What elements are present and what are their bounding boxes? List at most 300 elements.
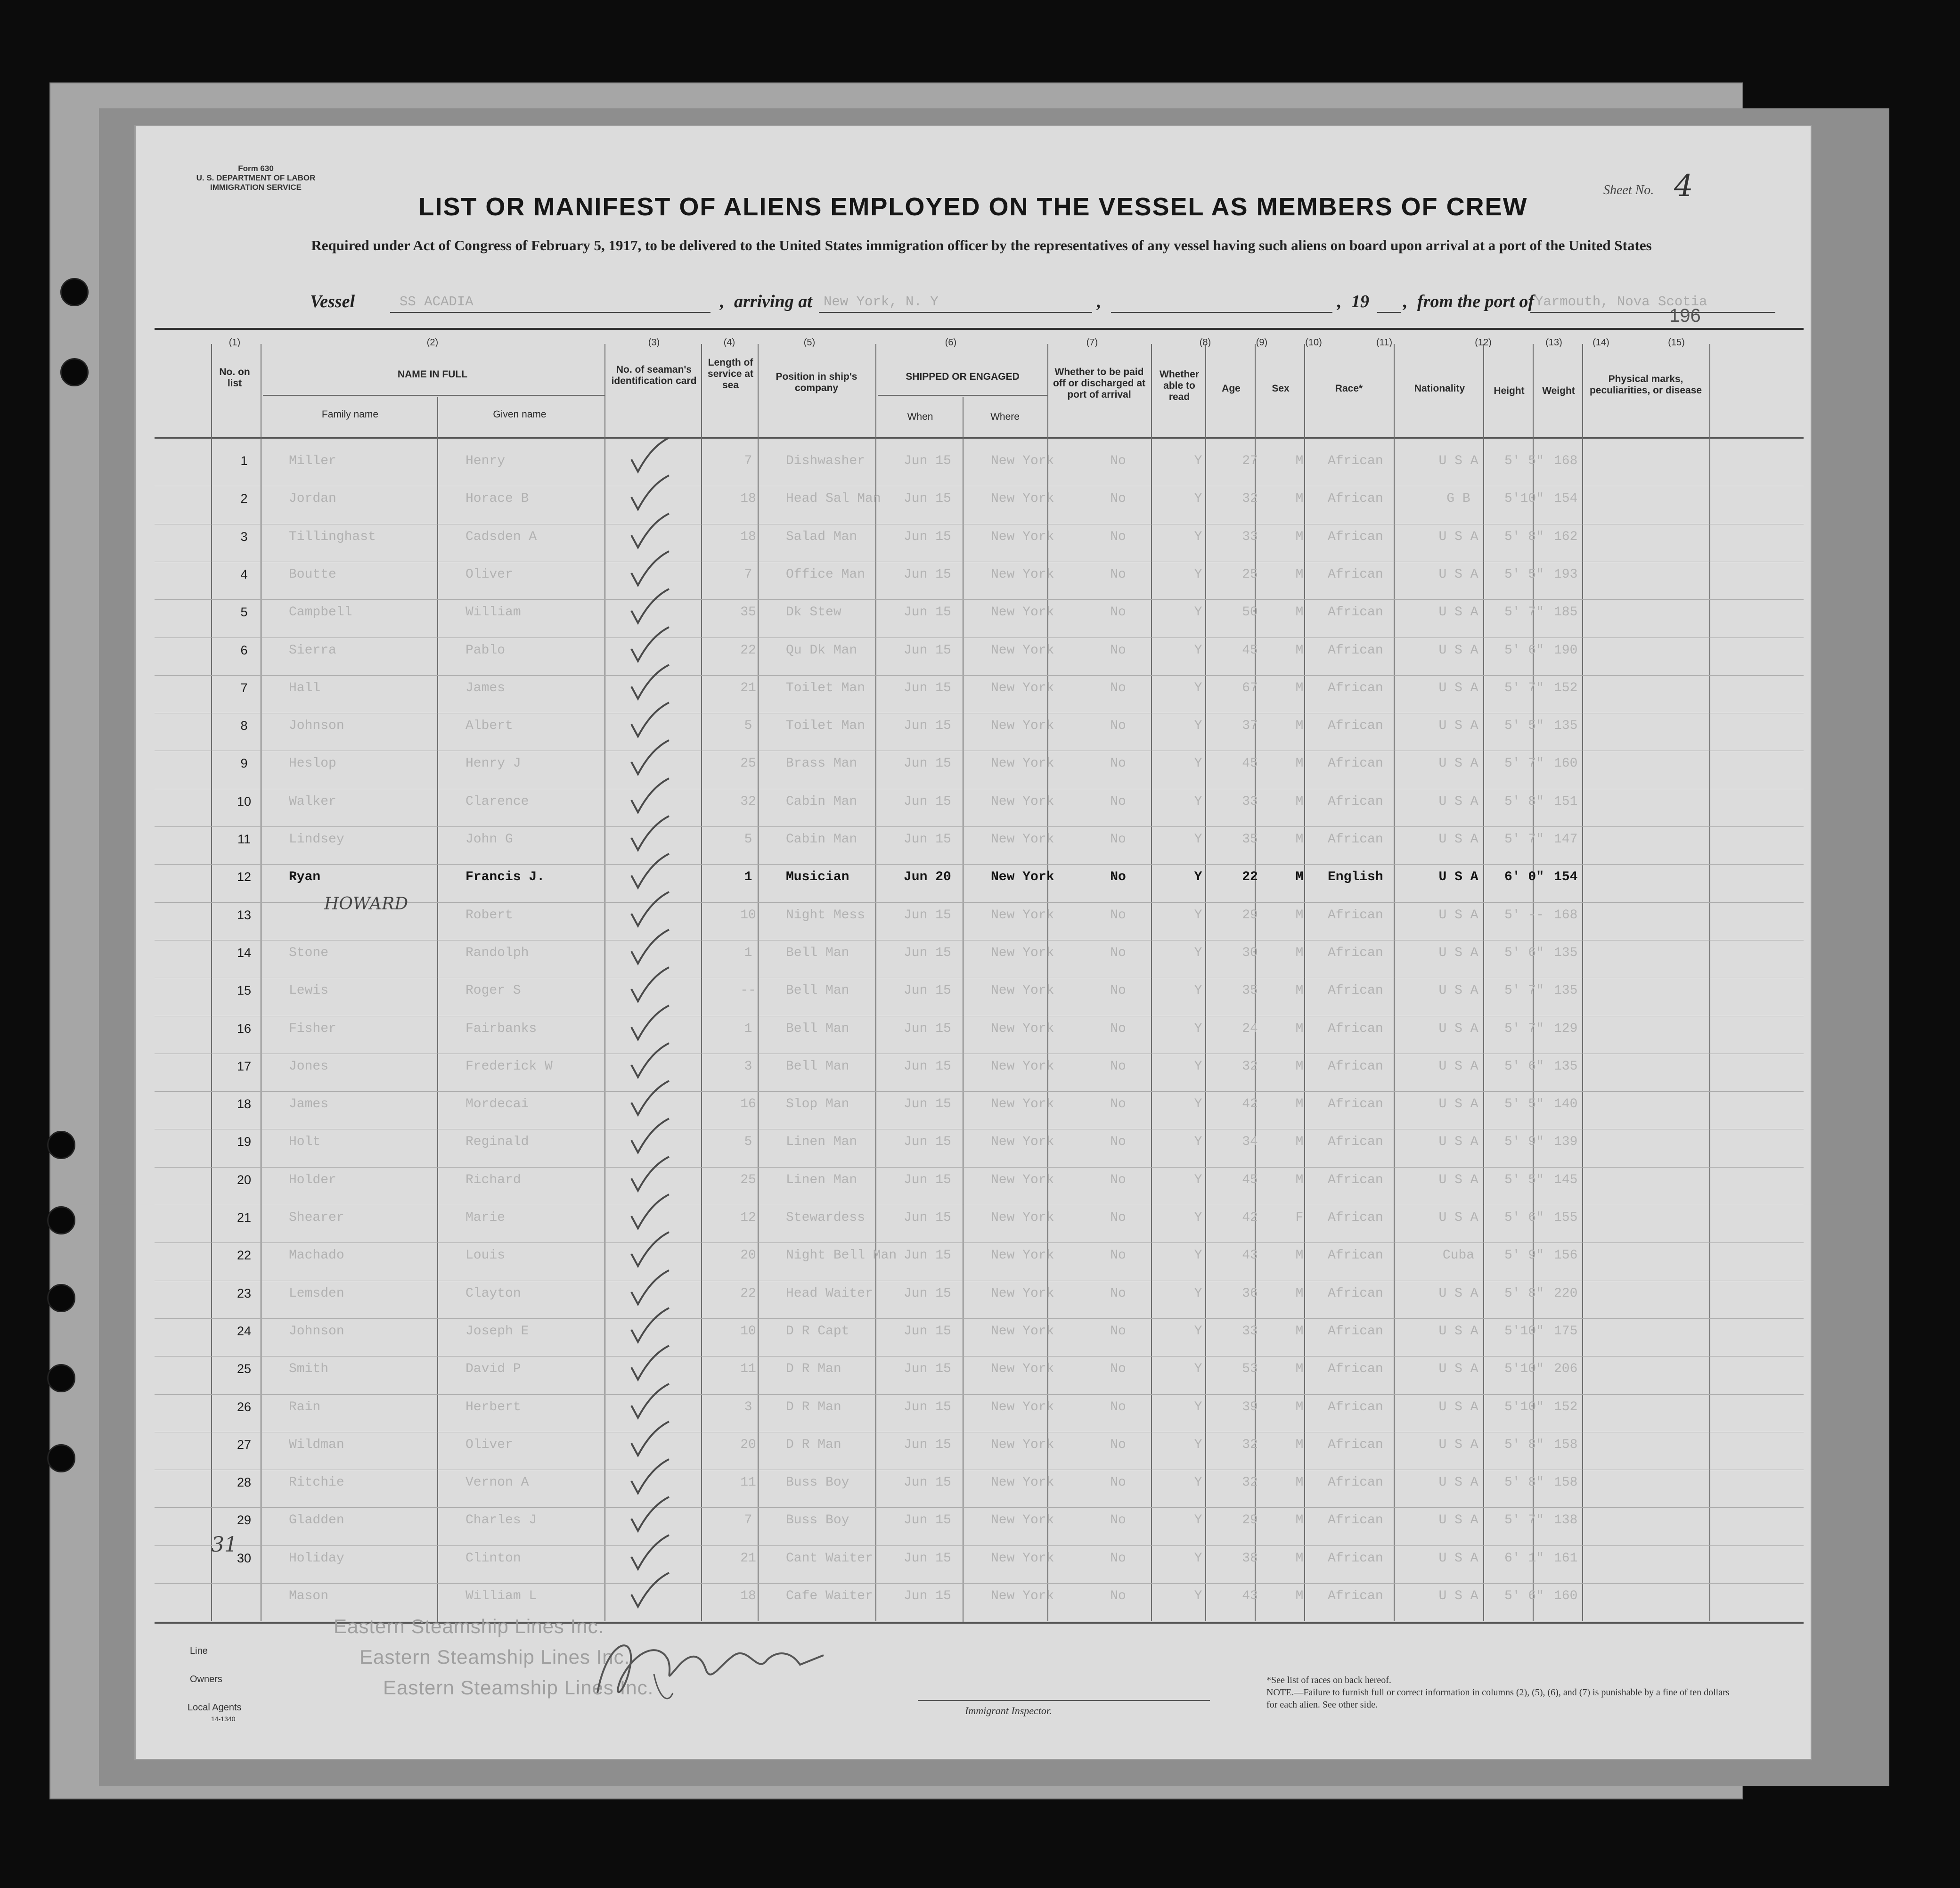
check-mark-icon bbox=[626, 625, 673, 663]
table-row bbox=[155, 525, 1804, 562]
cell-when: Jun 15 bbox=[904, 491, 951, 507]
cell-read: Y bbox=[1194, 1059, 1202, 1074]
header-when: When bbox=[907, 411, 933, 422]
cell-age: 24 bbox=[1242, 1021, 1258, 1036]
table-row bbox=[155, 1206, 1804, 1242]
cell-nat: U S A bbox=[1438, 1513, 1478, 1528]
cell-family: Walker bbox=[289, 794, 336, 809]
cell-age: 22 bbox=[1242, 870, 1258, 885]
cell-paid: No bbox=[1110, 567, 1126, 582]
cell-service: 3 bbox=[744, 1059, 752, 1074]
cell-paid: No bbox=[1110, 719, 1126, 734]
cell-when: Jun 15 bbox=[904, 567, 951, 582]
table-row bbox=[155, 1243, 1804, 1280]
cell-where: New York bbox=[991, 1097, 1054, 1112]
cell-sex: F bbox=[1295, 1210, 1304, 1225]
cell-read: Y bbox=[1194, 1399, 1202, 1414]
check-mark-icon bbox=[626, 1571, 673, 1609]
cell-where: New York bbox=[991, 1475, 1054, 1490]
cell-weight: 175 bbox=[1554, 1324, 1578, 1339]
cell-sex: M bbox=[1295, 1551, 1304, 1566]
cell-weight: 190 bbox=[1554, 643, 1578, 658]
agents-stamp: Eastern Steamship Lines Inc. bbox=[383, 1676, 654, 1699]
cell-race: African bbox=[1328, 1210, 1383, 1225]
cell-height: 5' 7" bbox=[1504, 1513, 1544, 1528]
cell-read: Y bbox=[1194, 945, 1202, 960]
cell-service: 1 bbox=[744, 945, 752, 960]
table-row bbox=[155, 1130, 1804, 1167]
cell-paid: No bbox=[1110, 1286, 1126, 1301]
cell-when: Jun 15 bbox=[904, 1059, 951, 1074]
cell-nat: U S A bbox=[1438, 567, 1478, 582]
cell-weight: 206 bbox=[1554, 1362, 1578, 1377]
cell-read: Y bbox=[1194, 1589, 1202, 1603]
cell-family: Ryan bbox=[289, 870, 321, 885]
cell-family: Mason bbox=[289, 1589, 329, 1603]
cell-service: 5 bbox=[744, 832, 752, 847]
cell-read: Y bbox=[1194, 1324, 1202, 1339]
column-number: (13) bbox=[1545, 337, 1562, 348]
cell-age: 43 bbox=[1242, 1248, 1258, 1263]
cell-where: New York bbox=[991, 529, 1054, 544]
cell-paid: No bbox=[1110, 907, 1126, 923]
cell-position: Head Sal Man bbox=[786, 491, 881, 507]
cell-nat: U S A bbox=[1438, 529, 1478, 544]
cell-paid: No bbox=[1110, 1362, 1126, 1377]
cell-race: African bbox=[1328, 756, 1383, 771]
cell-height: 5' 8" bbox=[1504, 1475, 1544, 1490]
cell-age: 34 bbox=[1242, 1135, 1258, 1150]
cell-weight: 220 bbox=[1554, 1286, 1578, 1301]
cell-height: 5' 6" bbox=[1504, 945, 1544, 960]
table-row bbox=[155, 638, 1804, 675]
cell-where: New York bbox=[991, 907, 1054, 923]
cell-family: Holt bbox=[289, 1135, 321, 1150]
cell-given: Albert bbox=[466, 719, 513, 734]
cell-race: English bbox=[1328, 870, 1383, 885]
header-paid-off: Whether to be paid off or discharged at port of arrival bbox=[1053, 367, 1146, 400]
column-number: (7) bbox=[1086, 337, 1098, 348]
cell-race: African bbox=[1328, 1362, 1383, 1377]
cell-given: Richard bbox=[466, 1172, 521, 1187]
cell-given: Reginald bbox=[466, 1135, 529, 1150]
cell-position: Linen Man bbox=[786, 1135, 858, 1150]
cell-age: 42 bbox=[1242, 1097, 1258, 1112]
cell-no: 2 bbox=[240, 491, 248, 506]
cell-family: Wildman bbox=[289, 1437, 344, 1452]
vessel-label: Vessel bbox=[310, 292, 355, 311]
inspector-signature-line bbox=[918, 1700, 1210, 1701]
cell-where: New York bbox=[991, 983, 1054, 998]
cell-where: New York bbox=[991, 794, 1054, 809]
cell-no: 25 bbox=[237, 1362, 252, 1376]
cell-nat: U S A bbox=[1438, 1210, 1478, 1225]
cell-weight: 135 bbox=[1554, 945, 1578, 960]
cell-paid: No bbox=[1110, 1551, 1126, 1566]
binder-hole bbox=[47, 1131, 75, 1159]
cell-height: 5' 6" bbox=[1504, 643, 1544, 658]
cell-read: Y bbox=[1194, 1135, 1202, 1150]
header-length-service: Length of service at sea bbox=[708, 357, 753, 391]
cell-height: 6' 1" bbox=[1504, 1551, 1544, 1566]
cell-given: Clarence bbox=[466, 794, 529, 809]
local-agents-label: Local Agents bbox=[188, 1702, 242, 1713]
table-row bbox=[155, 676, 1804, 713]
cell-sex: M bbox=[1295, 529, 1304, 544]
cell-race: African bbox=[1328, 983, 1383, 998]
cell-where: New York bbox=[991, 1551, 1054, 1566]
page-subtitle: Required under Act of Congress of February 5, 1917, to be delivered to the United States immigration officer by the representatives of any vessel having such aliens on board upon arrival at a port of the United States bbox=[311, 237, 1652, 253]
cell-given: Fairbanks bbox=[466, 1021, 537, 1036]
cell-race: African bbox=[1328, 1286, 1383, 1301]
cell-race: African bbox=[1328, 680, 1383, 695]
cell-family: Johnson bbox=[289, 719, 344, 734]
cell-family: Miller bbox=[289, 454, 336, 468]
check-mark-icon bbox=[626, 1004, 673, 1041]
cell-race: African bbox=[1328, 1513, 1383, 1528]
cell-when: Jun 15 bbox=[904, 1324, 951, 1339]
cell-service: 3 bbox=[744, 1399, 752, 1414]
cell-weight: 185 bbox=[1554, 605, 1578, 620]
cell-sex: M bbox=[1295, 756, 1304, 771]
check-mark-icon bbox=[626, 1495, 673, 1533]
cell-when: Jun 15 bbox=[904, 1135, 951, 1150]
cell-nat: U S A bbox=[1438, 870, 1478, 885]
table-row bbox=[155, 1508, 1804, 1545]
header-given-name: Given name bbox=[493, 409, 547, 420]
cell-no: 7 bbox=[240, 680, 248, 695]
cell-where: New York bbox=[991, 491, 1054, 507]
cell-sex: M bbox=[1295, 567, 1304, 582]
cell-given: James bbox=[466, 680, 506, 695]
header-physical-marks: Physical marks, peculiarities, or disease bbox=[1589, 374, 1702, 396]
cell-given: Herbert bbox=[466, 1399, 521, 1414]
form-identifier bbox=[185, 164, 327, 192]
sheet-number-value: 4 bbox=[1674, 169, 1693, 204]
cell-service: 16 bbox=[740, 1097, 756, 1112]
form-number: Form 630 bbox=[238, 164, 274, 173]
cell-nat: U S A bbox=[1438, 1589, 1478, 1603]
cell-given: David P bbox=[466, 1362, 521, 1377]
cell-paid: No bbox=[1110, 983, 1126, 998]
cell-position: Slop Man bbox=[786, 1097, 849, 1112]
cell-read: Y bbox=[1194, 1172, 1202, 1187]
cell-where: New York bbox=[991, 945, 1054, 960]
cell-weight: 138 bbox=[1554, 1513, 1578, 1528]
cell-paid: No bbox=[1110, 1399, 1126, 1414]
cell-no: 19 bbox=[237, 1135, 252, 1149]
check-mark-icon bbox=[626, 1344, 673, 1381]
cell-height: 5' 7" bbox=[1504, 680, 1544, 695]
cell-weight: 135 bbox=[1554, 983, 1578, 998]
inspector-signature bbox=[579, 1622, 842, 1712]
cell-weight: 158 bbox=[1554, 1437, 1578, 1452]
owners-label: Owners bbox=[190, 1674, 222, 1684]
cell-when: Jun 15 bbox=[904, 983, 951, 998]
cell-nat: U S A bbox=[1438, 719, 1478, 734]
cell-service: 22 bbox=[740, 643, 756, 658]
column-number: (6) bbox=[945, 337, 957, 348]
cell-race: African bbox=[1328, 1324, 1383, 1339]
cell-paid: No bbox=[1110, 1210, 1126, 1225]
column-number: (5) bbox=[803, 337, 816, 348]
cell-position: Bell Man bbox=[786, 983, 849, 998]
cell-nat: U S A bbox=[1438, 1021, 1478, 1036]
table-row bbox=[155, 1546, 1804, 1583]
cell-nat: U S A bbox=[1438, 643, 1478, 658]
cell-given: Clayton bbox=[466, 1286, 521, 1301]
cell-given: William bbox=[466, 605, 521, 620]
cell-position: D R Man bbox=[786, 1437, 841, 1452]
cell-age: 35 bbox=[1242, 832, 1258, 847]
inspector-label: Immigrant Inspector. bbox=[965, 1705, 1052, 1716]
cell-given: Henry J bbox=[466, 756, 521, 771]
cell-where: New York bbox=[991, 643, 1054, 658]
cell-age: 25 bbox=[1242, 567, 1258, 582]
cell-position: Cafe Waiter bbox=[786, 1589, 873, 1603]
cell-race: African bbox=[1328, 1589, 1383, 1603]
cell-sex: M bbox=[1295, 1589, 1304, 1603]
cell-read: Y bbox=[1194, 1286, 1202, 1301]
cell-sex: M bbox=[1295, 832, 1304, 847]
table-row bbox=[155, 827, 1804, 864]
header-top-border bbox=[155, 328, 1804, 330]
check-mark-icon bbox=[626, 1193, 673, 1230]
cell-family: Ritchie bbox=[289, 1475, 344, 1490]
cell-service: 35 bbox=[740, 605, 756, 620]
cell-nat: G B bbox=[1446, 491, 1470, 507]
cell-height: 5' 7" bbox=[1504, 983, 1544, 998]
cell-age: 29 bbox=[1242, 1513, 1258, 1528]
cell-given: Francis J. bbox=[466, 870, 545, 885]
cell-weight: 135 bbox=[1554, 719, 1578, 734]
check-mark-icon bbox=[626, 852, 673, 890]
cell-height: 5' 5" bbox=[1504, 1172, 1544, 1187]
cell-age: 67 bbox=[1242, 680, 1258, 695]
cell-weight: 155 bbox=[1554, 1210, 1578, 1225]
cell-race: African bbox=[1328, 491, 1383, 507]
cell-nat: U S A bbox=[1438, 1172, 1478, 1187]
sheet-number-label: Sheet No. bbox=[1603, 183, 1654, 197]
cell-given: Marie bbox=[466, 1210, 506, 1225]
header-weight: Weight bbox=[1542, 385, 1575, 396]
cell-age: 53 bbox=[1242, 1362, 1258, 1377]
cell-age: 37 bbox=[1242, 719, 1258, 734]
cell-service: 11 bbox=[740, 1362, 756, 1377]
cell-paid: No bbox=[1110, 1324, 1126, 1339]
cell-sex: M bbox=[1295, 1021, 1304, 1036]
cell-read: Y bbox=[1194, 529, 1202, 544]
cell-service: 18 bbox=[740, 529, 756, 544]
cell-no: 5 bbox=[240, 605, 248, 620]
cell-paid: No bbox=[1110, 529, 1126, 544]
cell-sex: M bbox=[1295, 794, 1304, 809]
header-no-on-list: No. on list bbox=[219, 367, 250, 389]
table-row bbox=[155, 1282, 1804, 1318]
cell-sex: M bbox=[1295, 680, 1304, 695]
cell-no: 1 bbox=[240, 454, 248, 468]
header-age: Age bbox=[1222, 383, 1241, 394]
cell-given: Oliver bbox=[466, 1437, 513, 1452]
cell-service: 7 bbox=[744, 567, 752, 582]
cell-where: New York bbox=[991, 1362, 1054, 1377]
cell-paid: No bbox=[1110, 1437, 1126, 1452]
cell-height: 5' 7" bbox=[1504, 605, 1544, 620]
cell-race: African bbox=[1328, 1248, 1383, 1263]
cell-weight: 139 bbox=[1554, 1135, 1578, 1150]
cell-nat: U S A bbox=[1438, 983, 1478, 998]
cell-paid: No bbox=[1110, 870, 1126, 885]
cell-sex: M bbox=[1295, 1362, 1304, 1377]
footnote bbox=[1266, 1674, 1733, 1711]
cell-when: Jun 15 bbox=[904, 1286, 951, 1301]
check-mark-icon bbox=[626, 663, 673, 701]
cell-family: Jones bbox=[289, 1059, 329, 1074]
check-mark-icon bbox=[626, 549, 673, 587]
cell-sex: M bbox=[1295, 1097, 1304, 1112]
cell-family: Holder bbox=[289, 1172, 336, 1187]
cell-sex: M bbox=[1295, 945, 1304, 960]
check-mark-icon bbox=[626, 965, 673, 1003]
cell-given: Joseph E bbox=[466, 1324, 529, 1339]
check-mark-icon bbox=[626, 1268, 673, 1306]
cell-nat: U S A bbox=[1438, 832, 1478, 847]
cell-given: Robert bbox=[466, 907, 513, 923]
cell-service: 21 bbox=[740, 680, 756, 695]
cell-sex: M bbox=[1295, 1135, 1304, 1150]
cell-age: 39 bbox=[1242, 1399, 1258, 1414]
cell-paid: No bbox=[1110, 794, 1126, 809]
cell-when: Jun 15 bbox=[904, 643, 951, 658]
cell-service: -- bbox=[740, 983, 756, 998]
cell-nat: U S A bbox=[1438, 605, 1478, 620]
cell-nat: U S A bbox=[1438, 907, 1478, 923]
cell-no: 9 bbox=[240, 756, 248, 771]
department-name: U. S. DEPARTMENT OF LABOR bbox=[196, 173, 316, 182]
column-number: (1) bbox=[229, 337, 241, 348]
cell-sex: M bbox=[1295, 1437, 1304, 1452]
cell-when: Jun 15 bbox=[904, 454, 951, 468]
cell-service: 25 bbox=[740, 1172, 756, 1187]
binder-hole bbox=[47, 1206, 75, 1234]
cell-position: Salad Man bbox=[786, 529, 858, 544]
cell-race: African bbox=[1328, 719, 1383, 734]
cell-service: 10 bbox=[740, 1324, 756, 1339]
cell-race: African bbox=[1328, 454, 1383, 468]
cell-sex: M bbox=[1295, 1172, 1304, 1187]
cell-sex: M bbox=[1295, 719, 1304, 734]
cell-read: Y bbox=[1194, 567, 1202, 582]
cell-race: African bbox=[1328, 1399, 1383, 1414]
cell-where: New York bbox=[991, 1286, 1054, 1301]
header-name-in-full: NAME IN FULL bbox=[397, 369, 468, 380]
check-mark-icon bbox=[626, 1155, 673, 1193]
cell-nat: U S A bbox=[1438, 454, 1478, 468]
table-row bbox=[155, 1433, 1804, 1470]
table-row bbox=[155, 941, 1804, 978]
cell-no: 20 bbox=[237, 1172, 252, 1187]
cell-service: 5 bbox=[744, 719, 752, 734]
check-mark-icon bbox=[626, 1420, 673, 1457]
cell-paid: No bbox=[1110, 1172, 1126, 1187]
cell-paid: No bbox=[1110, 454, 1126, 468]
cell-position: Buss Boy bbox=[786, 1513, 849, 1528]
cell-age: 32 bbox=[1242, 1475, 1258, 1490]
check-mark-icon bbox=[626, 1230, 673, 1268]
cell-race: African bbox=[1328, 643, 1383, 658]
cell-height: 5' 5" bbox=[1504, 719, 1544, 734]
cell-height: 5' 5" bbox=[1504, 567, 1544, 582]
handwritten-howard: HOWARD bbox=[324, 894, 408, 914]
cell-family: Gladden bbox=[289, 1513, 344, 1528]
cell-position: Bell Man bbox=[786, 1021, 849, 1036]
cell-position: Musician bbox=[786, 870, 849, 885]
cell-read: Y bbox=[1194, 907, 1202, 923]
cell-race: African bbox=[1328, 832, 1383, 847]
cell-no: 13 bbox=[237, 907, 252, 922]
cell-weight: 160 bbox=[1554, 1589, 1578, 1603]
cell-where: New York bbox=[991, 1513, 1054, 1528]
cell-no: 18 bbox=[237, 1097, 252, 1112]
cell-family: Machado bbox=[289, 1248, 344, 1263]
cell-read: Y bbox=[1194, 1551, 1202, 1566]
cell-nat: U S A bbox=[1438, 945, 1478, 960]
cell-race: African bbox=[1328, 1135, 1383, 1150]
cell-where: New York bbox=[991, 1021, 1054, 1036]
cell-position: Bell Man bbox=[786, 1059, 849, 1074]
cell-position: D R Man bbox=[786, 1399, 841, 1414]
cell-read: Y bbox=[1194, 1437, 1202, 1452]
column-number: (10) bbox=[1305, 337, 1322, 348]
column-number: (12) bbox=[1475, 337, 1492, 348]
cell-age: 35 bbox=[1242, 983, 1258, 998]
cell-family: Smith bbox=[289, 1362, 329, 1377]
binder-hole bbox=[60, 278, 89, 306]
cell-no: 26 bbox=[237, 1399, 252, 1414]
cell-height: 5' 9" bbox=[1504, 1248, 1544, 1263]
cell-read: Y bbox=[1194, 870, 1202, 885]
cell-position: Linen Man bbox=[786, 1172, 858, 1187]
cell-paid: No bbox=[1110, 643, 1126, 658]
cell-family: Stone bbox=[289, 945, 329, 960]
cell-position: Buss Boy bbox=[786, 1475, 849, 1490]
cell-given: Frederick W bbox=[466, 1059, 553, 1074]
cell-position: Dishwasher bbox=[786, 454, 866, 468]
cell-given: Henry bbox=[466, 454, 506, 468]
table-row bbox=[155, 1017, 1804, 1054]
cell-given: Roger S bbox=[466, 983, 521, 998]
cell-when: Jun 15 bbox=[904, 529, 951, 544]
header-bottom-border bbox=[155, 437, 1804, 439]
binder-hole bbox=[47, 1444, 75, 1472]
table-row bbox=[155, 1471, 1804, 1507]
cell-nat: U S A bbox=[1438, 1475, 1478, 1490]
header-family-name: Family name bbox=[321, 409, 379, 420]
header-sex: Sex bbox=[1272, 383, 1290, 394]
cell-when: Jun 15 bbox=[904, 1551, 951, 1566]
cell-weight: 168 bbox=[1554, 907, 1578, 923]
cell-no: 30 bbox=[237, 1551, 252, 1565]
cell-when: Jun 15 bbox=[904, 1248, 951, 1263]
cell-no: 28 bbox=[237, 1475, 252, 1490]
cell-weight: 154 bbox=[1554, 870, 1578, 885]
cell-sex: M bbox=[1295, 1475, 1304, 1490]
cell-sex: M bbox=[1295, 605, 1304, 620]
cell-no: 15 bbox=[237, 983, 252, 998]
cell-age: 27 bbox=[1242, 454, 1258, 468]
table-row bbox=[155, 790, 1804, 826]
cell-family: Hall bbox=[289, 680, 321, 695]
